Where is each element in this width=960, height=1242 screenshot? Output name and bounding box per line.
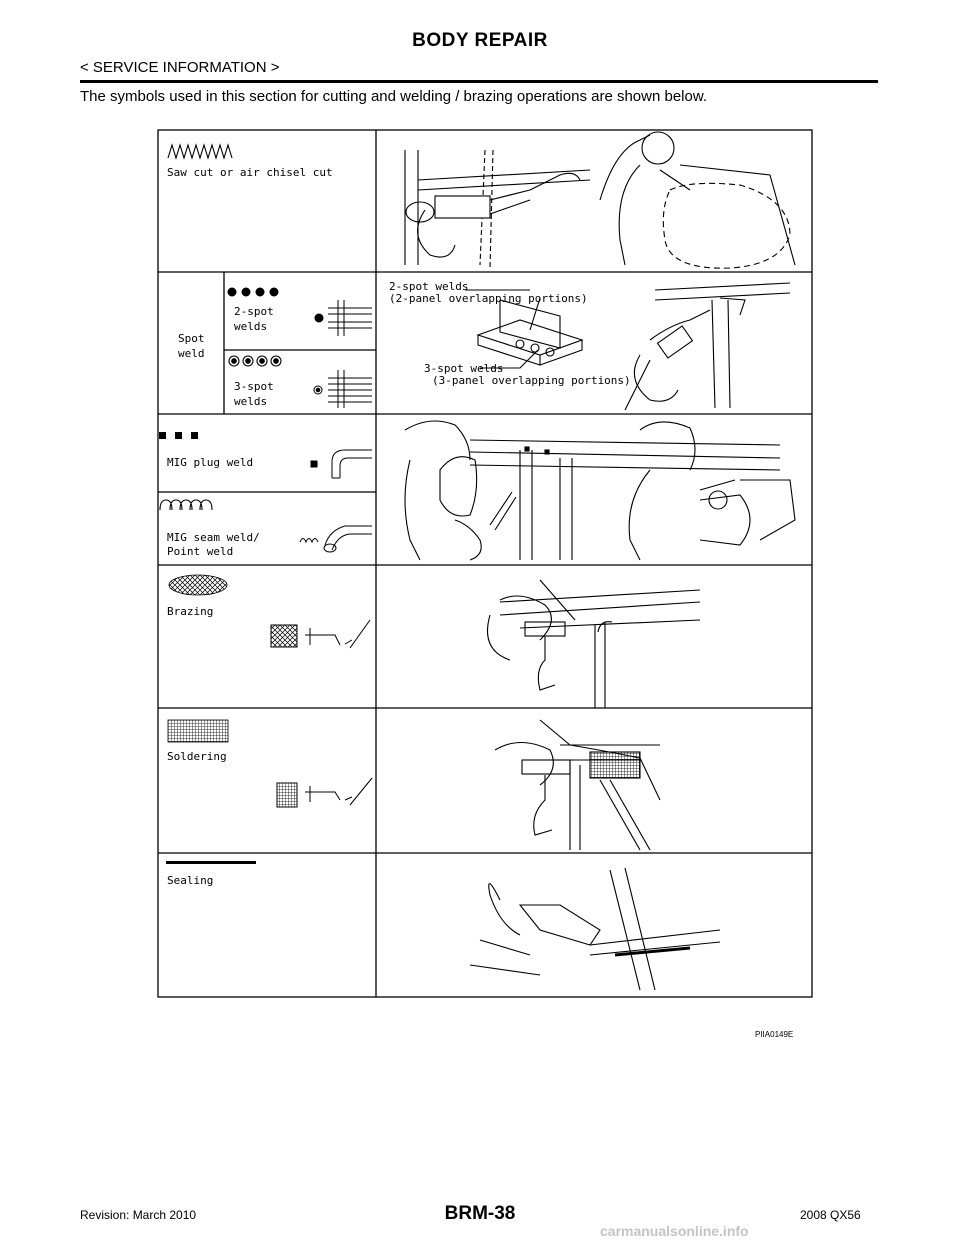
vehicle-model: 2008 QX56 xyxy=(800,1208,861,1222)
saw-cut-symbol-icon xyxy=(168,145,232,158)
page-title: BODY REPAIR xyxy=(412,30,548,51)
revision-date: Revision: March 2010 xyxy=(80,1208,197,1222)
label-brazing: Brazing xyxy=(167,605,214,618)
sealing-symbol-icon xyxy=(166,861,256,864)
seam-weld-symbol-icon xyxy=(160,500,212,510)
three-spot-symbol-icon xyxy=(229,356,281,366)
figure-code: PIIA0149E xyxy=(755,1030,794,1039)
soldering-illustration xyxy=(495,720,660,850)
three-spot-mini-diagram xyxy=(314,370,372,408)
mig-weld-illustration xyxy=(405,421,795,560)
two-spot-symbol-icon xyxy=(228,288,279,297)
label-3spot-line1: 3-spot xyxy=(234,380,274,393)
table-grid xyxy=(158,130,812,997)
label-weld: weld xyxy=(178,347,205,360)
soldering-symbol-icon xyxy=(168,720,228,742)
sealing-illustration xyxy=(470,868,720,990)
seam-weld-mini-diagram xyxy=(300,526,372,552)
two-spot-mini-diagram xyxy=(315,300,372,336)
label-sealing: Sealing xyxy=(167,874,214,887)
callout-3spot-line1: 3-spot welds xyxy=(424,362,504,375)
label-mig-plug: MIG plug weld xyxy=(167,456,254,469)
label-spot: Spot xyxy=(178,332,205,345)
label-saw-cut: Saw cut or air chisel cut xyxy=(167,166,333,179)
label-mig-seam-line2: Point weld xyxy=(167,545,234,558)
brazing-illustration xyxy=(488,580,701,708)
watermark: carmanualsonline.info xyxy=(600,1223,749,1239)
intro-text: The symbols used in this section for cutting and welding / brazing operations are shown below. xyxy=(80,88,708,105)
label-2spot-line2: welds xyxy=(234,320,268,333)
label-3spot-line2: welds xyxy=(234,395,268,408)
soldering-mini-diagram xyxy=(277,778,372,807)
saw-cut-illustration xyxy=(405,132,795,268)
section-breadcrumb[interactable]: < SERVICE INFORMATION > xyxy=(80,59,280,76)
plug-weld-symbol-icon xyxy=(159,432,198,439)
label-mig-seam-line1: MIG seam weld/ xyxy=(167,531,260,544)
callout-2spot-line2: (2-panel overlapping portions) xyxy=(389,292,588,305)
brazing-symbol-icon xyxy=(169,575,227,595)
brazing-mini-diagram xyxy=(271,620,370,648)
callout-3spot-line2: (3-panel overlapping portions) xyxy=(432,374,631,387)
callout-2spot-line1: 2-spot welds xyxy=(389,280,469,293)
label-soldering: Soldering xyxy=(167,750,227,763)
label-2spot-line1: 2-spot xyxy=(234,305,274,318)
plug-weld-mini-diagram xyxy=(311,450,372,478)
page-number: BRM-38 xyxy=(444,1203,516,1224)
